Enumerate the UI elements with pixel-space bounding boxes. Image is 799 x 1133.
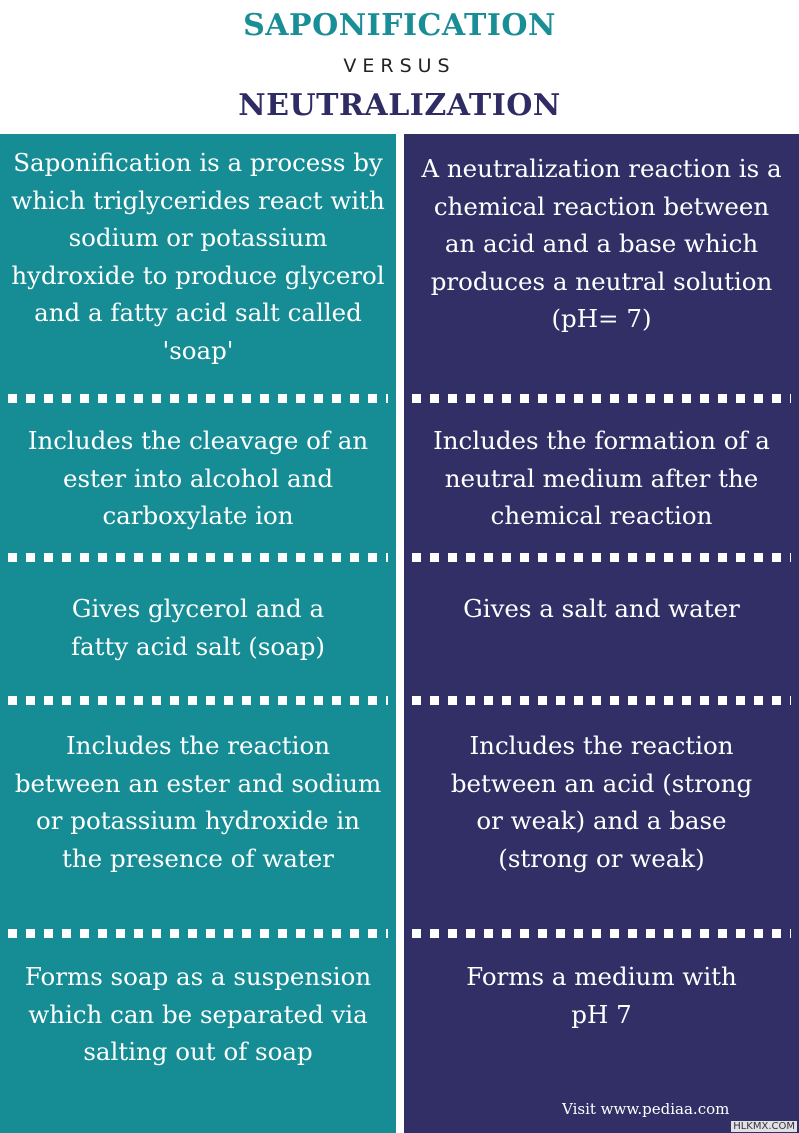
saponification-column <box>0 134 396 1133</box>
neutralization-formation: Includes the formation of a neutral medium after the chemical reaction <box>433 426 770 530</box>
title-saponification: SAPONIFICATION <box>243 8 556 43</box>
neutralization-column <box>404 134 799 1133</box>
header <box>0 0 799 134</box>
neutralization-reactants: Includes the reaction between an acid (strong or weak) and a base (strong or weak) <box>450 731 753 873</box>
saponification-cleavage: Includes the cleavage of an ester into alcohol and carboxylate ion <box>27 426 369 530</box>
saponification-products: Gives glycerol and a fatty acid salt (soap) <box>70 594 325 661</box>
versus-label: VERSUS <box>343 55 456 77</box>
saponification-definition: Saponification is a process by which triglycerides react with sodium or potassium hydroxide to produce glycerol and a fatty acid salt called 'soap' <box>11 148 385 365</box>
row-divider <box>412 553 791 562</box>
row-divider <box>412 394 791 403</box>
neutralization-products: Gives a salt and water <box>463 594 740 623</box>
saponification-reactants: Includes the reaction between an ester and sodium or potassium hydroxide in the presence of water <box>14 731 382 873</box>
row-divider <box>8 929 388 938</box>
row-divider <box>8 553 388 562</box>
source-credit: Visit www.pediaa.com <box>562 1100 730 1118</box>
row-divider <box>412 929 791 938</box>
row-divider <box>8 394 388 403</box>
title-neutralization: NEUTRALIZATION <box>238 88 561 123</box>
saponification-outcome: Forms soap as a suspension which can be separated via salting out of soap <box>24 962 372 1066</box>
watermark: HLKMX.COM <box>733 1121 795 1132</box>
neutralization-outcome: Forms a medium with pH 7 <box>466 962 737 1029</box>
neutralization-definition: A neutralization reaction is a chemical reaction between an acid and a base which produces a neutral solution (pH= 7) <box>421 154 782 333</box>
row-divider <box>412 696 791 705</box>
row-divider <box>8 696 388 705</box>
